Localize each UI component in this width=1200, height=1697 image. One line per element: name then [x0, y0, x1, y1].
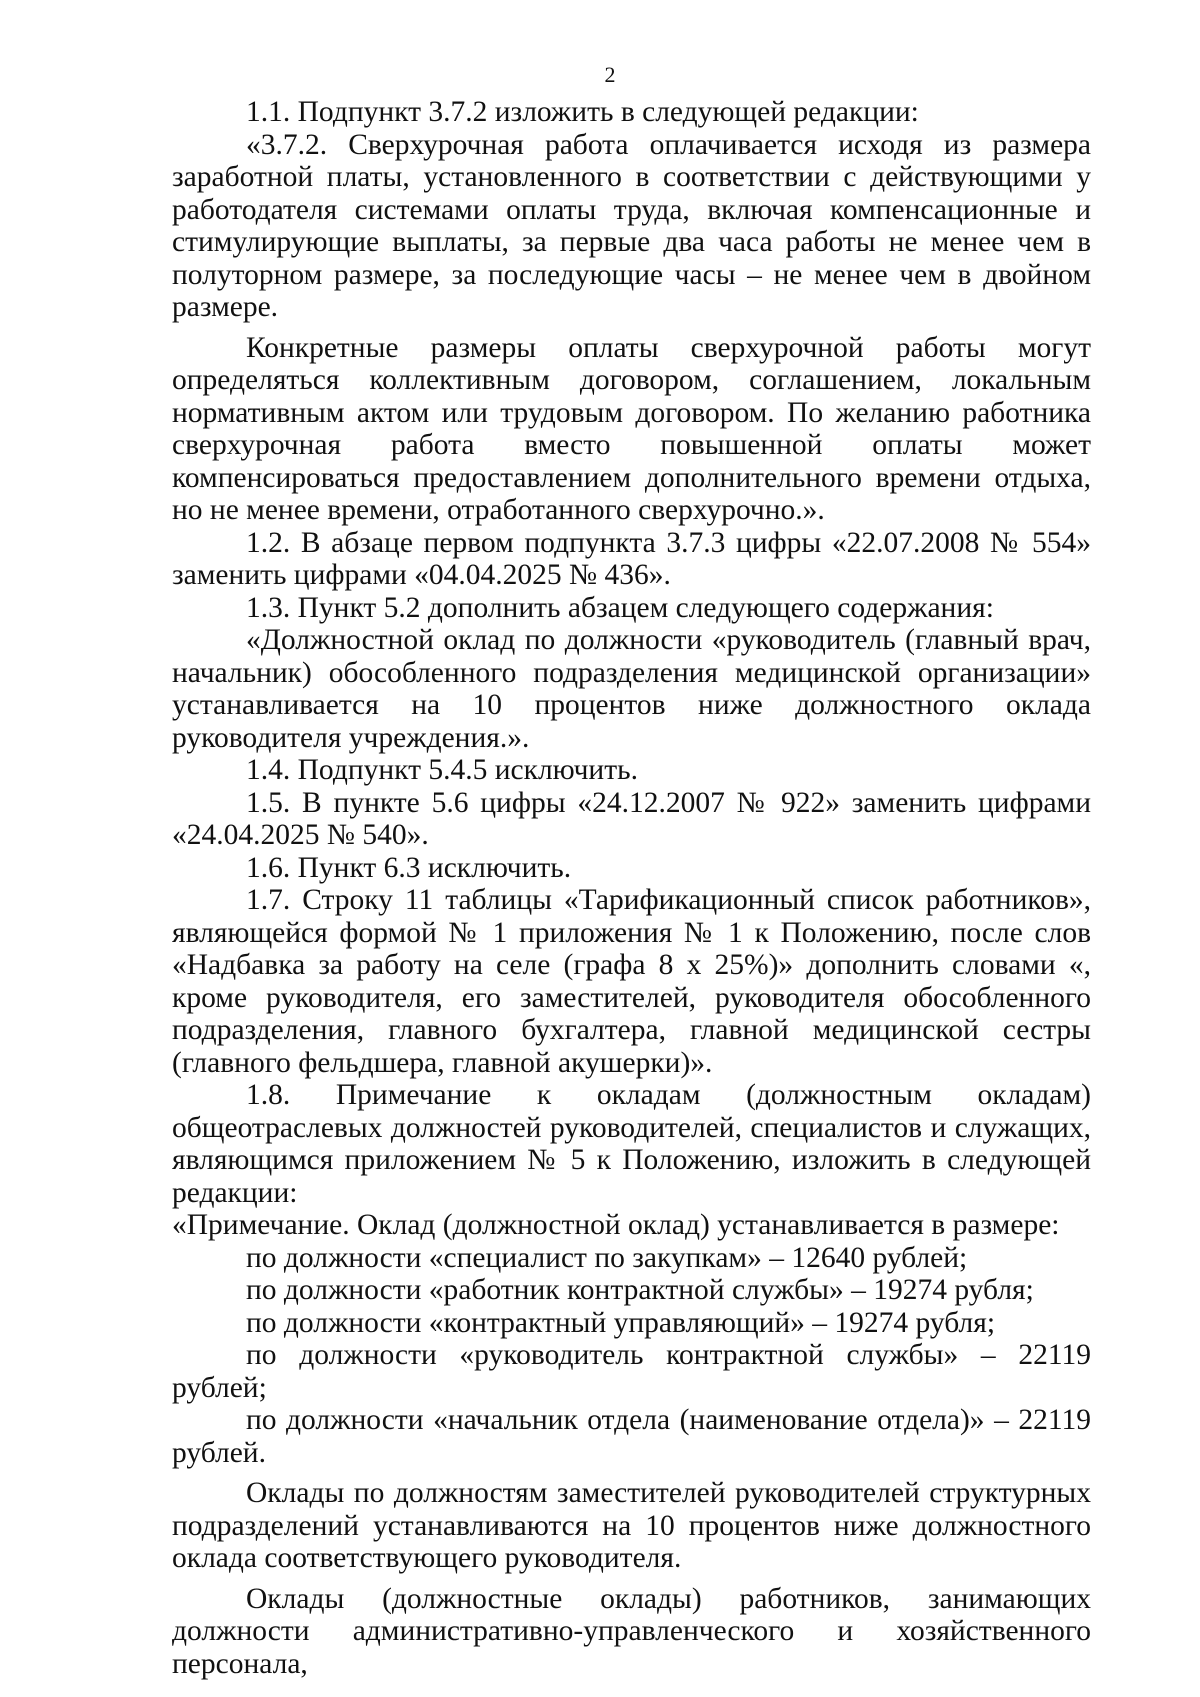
- list-item-contract-service-worker: по должности «работник контрактной службы» – 19274 рубля;: [246, 1274, 1034, 1306]
- paragraph-deputy-salaries: Оклады по должностям заместителей руководителей структурных подразделений устанавливаются на 10 процентов ниже должностного оклада соответствующего руководителя.: [172, 1477, 1091, 1574]
- paragraph-note-heading: «Примечание. Оклад (должностной оклад) устанавливается в размере:: [172, 1209, 1060, 1241]
- paragraph-3-7-2-quote: «3.7.2. Сверхурочная работа оплачивается исходя из размера заработной платы, установленного в соответствии с действующими у работодателя системами оплаты труда, включая компенсационные и стимулирующие выплаты, за первые два часа работы не менее чем в полуторном размере, за последующие часы – не менее чем в двойном размере.: [172, 128, 1091, 323]
- list-item-contract-manager: по должности «контрактный управляющий» – 19274 рубля;: [246, 1306, 996, 1339]
- paragraph-1-2: 1.2. В абзаце первом подпункта 3.7.3 цифры «22.07.2008 № 554» заменить цифрами «04.04.2025 № 436».: [172, 526, 1091, 591]
- paragraph-1-7: 1.7. Строку 11 таблицы «Тарификационный список работников», являющейся формой № 1 приложения № 1 к Положению, после слов «Надбавка за работу на селе (графа 8 х 25%)» дополнить словами «, кроме руководителя, его заместителей, руководителя обособленного подразделения, главного бухгалтера, главной медицинской сестры (главного фельдшера, главной акушерки)».: [172, 884, 1091, 1079]
- paragraph-official-salary-head: «Должностной оклад по должности «руководитель (главный врач, начальник) обособленного подразделения медицинской организации» устанавливается на 10 процентов ниже должностного оклада руководителя учреждения.».: [172, 624, 1091, 754]
- paragraph-1-6: 1.6. Пункт 6.3 исключить.: [246, 851, 572, 884]
- paragraph-1-3: 1.3. Пункт 5.2 дополнить абзацем следующего содержания:: [246, 591, 994, 624]
- paragraph-administrative-staff-salaries: Оклады (должностные оклады) работников, занимающих должности административно-управленческого и хозяйственного персонала,: [172, 1582, 1091, 1680]
- paragraph-specific-overtime-pay: Конкретные размеры оплаты сверхурочной работы могут определяться коллективным договором, соглашением, локальным нормативным актом или трудовым договором. По желанию работника сверхурочная работа вместо повышенной оплаты может компенсироваться предоставлением дополнительного времени отдыха, но не менее времени, отработанного сверхурочно.».: [172, 331, 1091, 526]
- list-item-department-head: по должности «начальник отдела (наименование отдела)» – 22119 рублей.: [172, 1404, 1091, 1469]
- page-number: 2: [604, 62, 616, 87]
- paragraph-1-5: 1.5. В пункте 5.6 цифры «24.12.2007 № 922» заменить цифрами «24.04.2025 № 540».: [172, 786, 1091, 851]
- document-body: [172, 96, 1091, 1680]
- list-item-procurement-specialist: по должности «специалист по закупкам» – 12640 рублей;: [246, 1241, 968, 1274]
- list-item-contract-service-head: по должности «руководитель контрактной службы» – 22119 рублей;: [172, 1339, 1091, 1404]
- paragraph-1-8: 1.8. Примечание к окладам (должностным окладам) общеотраслевых должностей руководителей, специалистов и служащих, являющимся приложением № 5 к Положению, изложить в следующей редакции:: [172, 1079, 1091, 1209]
- paragraph-1-1: 1.1. Подпункт 3.7.2 изложить в следующей редакции:: [246, 96, 919, 128]
- paragraph-1-4: 1.4. Подпункт 5.4.5 исключить.: [246, 754, 638, 786]
